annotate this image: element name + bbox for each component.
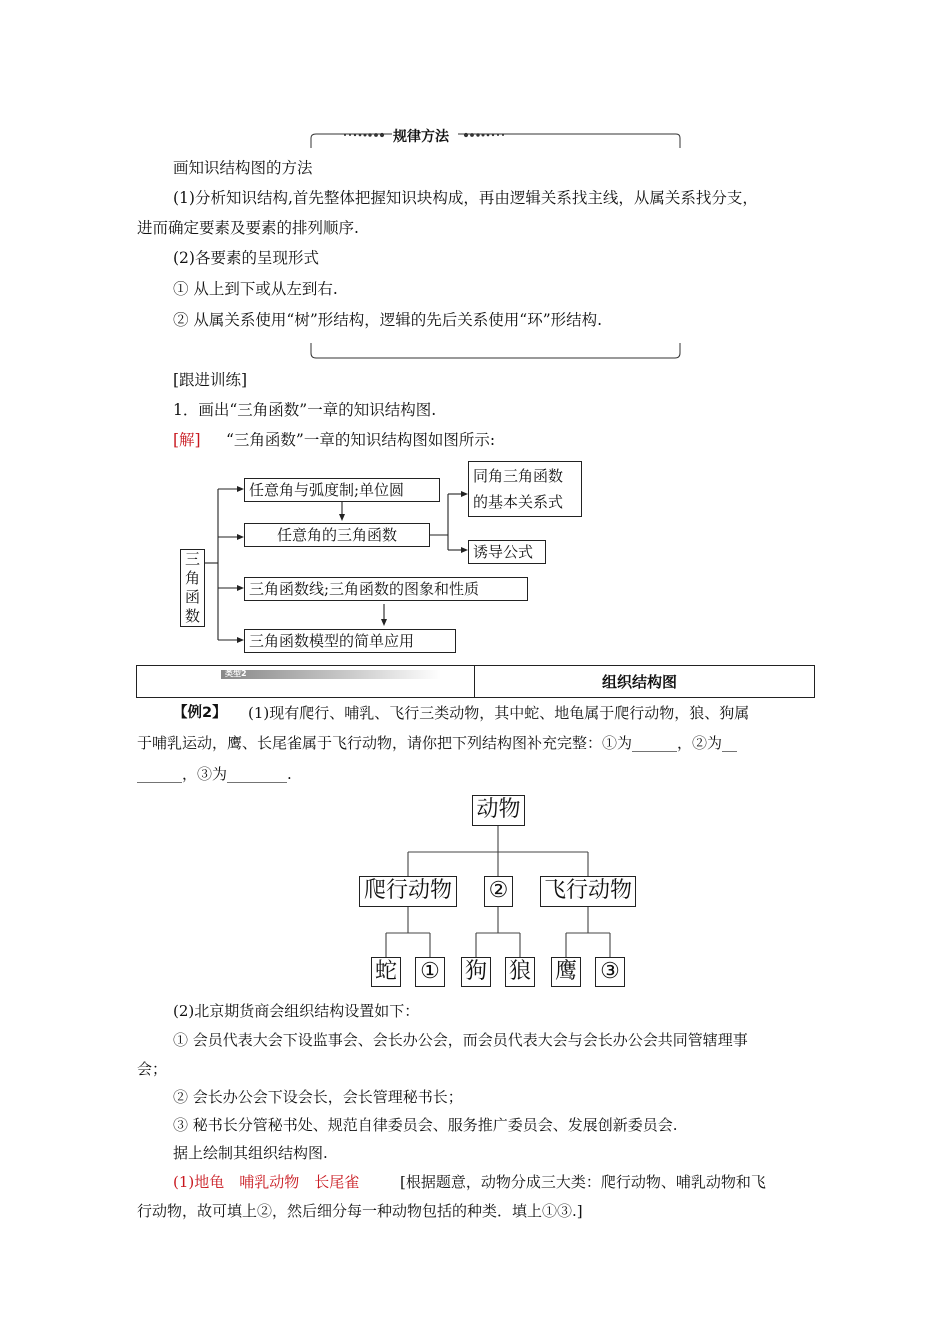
root-char: 函 bbox=[184, 588, 200, 606]
trig-node-induction-formula: 诱导公式 bbox=[468, 540, 546, 564]
answer-line-1: [根据题意，动物分成三大类：爬行动物、哺乳动物和飞 bbox=[400, 1173, 766, 1191]
trig-node-application: 三角函数模型的简单应用 bbox=[244, 629, 456, 653]
method-point-4: ② 从属关系使用“树”形结构，逻辑的先后关系使用“环”形结构. bbox=[173, 311, 603, 329]
solution-tag: [解] bbox=[173, 431, 201, 449]
type-title: 组织结构图 bbox=[602, 673, 678, 691]
answer-highlight: (1)地龟 哺乳动物 长尾雀 bbox=[173, 1173, 360, 1191]
example-line-1: (1)现有爬行、哺乳、飞行三类动物，其中蛇、地龟属于爬行动物，狼、狗属 bbox=[248, 704, 750, 722]
method-point-2: (2)各要素的呈现形式 bbox=[173, 249, 319, 267]
animal-root-node: 动物 bbox=[472, 795, 525, 826]
method-point-3: ① 从上到下或从左到右. bbox=[173, 280, 338, 298]
animal-blank-2-node: ② bbox=[484, 876, 513, 907]
animal-leaf-snake: 蛇 bbox=[371, 957, 401, 987]
method-point-1a: (1)分析知识结构,首先整体把握知识块构成，再由逻辑关系找主线，从属关系找分支， bbox=[173, 189, 758, 207]
animal-leaf-dog: 狗 bbox=[461, 957, 491, 987]
root-char: 三 bbox=[184, 550, 200, 568]
method-point-1b: 进而确定要素及要素的排列顺序. bbox=[137, 219, 359, 237]
root-char: 角 bbox=[184, 569, 200, 587]
animal-bird-node: 飞行动物 bbox=[540, 876, 636, 907]
trig-node-angle-radian: 任意角与弧度制;单位圆 bbox=[244, 478, 440, 502]
method-title: 画知识结构图的方法 bbox=[173, 159, 313, 177]
part2-line-1: (2)北京期货商会组织结构设置如下： bbox=[173, 1002, 420, 1020]
type-label: 类型2 bbox=[225, 669, 247, 678]
animal-leaf-wolf: 狼 bbox=[505, 957, 535, 987]
example-line-2: 于哺乳运动，鹰、长尾雀属于飞行动物，请你把下列结构图补充完整：①为______，②为__ bbox=[137, 734, 738, 752]
part2-line-3: 会； bbox=[137, 1060, 168, 1078]
example-tag: 【例2】 bbox=[173, 705, 227, 721]
part2-line-4: ② 会长办公会下设会长，会长管理秘书长； bbox=[173, 1088, 463, 1106]
solution-text: “三角函数”一章的知识结构图如图所示: bbox=[226, 431, 496, 449]
method-header: 规律方法 bbox=[393, 129, 449, 145]
trig-node-basic-relations bbox=[468, 461, 582, 517]
basic-relations-line: 同角三角函数 bbox=[473, 467, 564, 485]
type-bar-divider bbox=[474, 666, 475, 697]
animal-leaf-blank-1: ① bbox=[415, 957, 445, 987]
part2-line-2: ① 会员代表大会下设监事会、会长办公会，而会员代表大会与会长办公会共同管辖理事 bbox=[173, 1031, 748, 1049]
basic-relations-line: 的基本关系式 bbox=[473, 493, 564, 511]
trig-node-trig-function: 任意角的三角函数 bbox=[244, 523, 430, 547]
answer-line-2: 行动物，故可填上②，然后细分每一种动物包括的种类．填上①③.] bbox=[137, 1202, 583, 1220]
trig-root-node bbox=[180, 549, 205, 627]
part2-line-5: ③ 秘书长分管秘书处、规范自律委员会、服务推广委员会、发展创新委员会. bbox=[173, 1116, 678, 1134]
practice-question: 1．画出“三角函数”一章的知识结构图. bbox=[173, 401, 437, 419]
part2-line-6: 据上绘制其组织结构图. bbox=[173, 1144, 328, 1162]
type-bar-gradient bbox=[221, 670, 441, 679]
animal-reptile-node: 爬行动物 bbox=[359, 876, 457, 907]
example-line-3: ______，③为________. bbox=[137, 765, 292, 783]
root-char: 数 bbox=[184, 607, 200, 625]
trig-node-graph-properties: 三角函数线;三角函数的图象和性质 bbox=[244, 577, 528, 601]
animal-leaf-eagle: 鹰 bbox=[551, 957, 581, 987]
practice-tag: [跟进训练] bbox=[173, 371, 248, 389]
animal-leaf-blank-3: ③ bbox=[595, 957, 625, 987]
type-bar bbox=[136, 665, 815, 698]
